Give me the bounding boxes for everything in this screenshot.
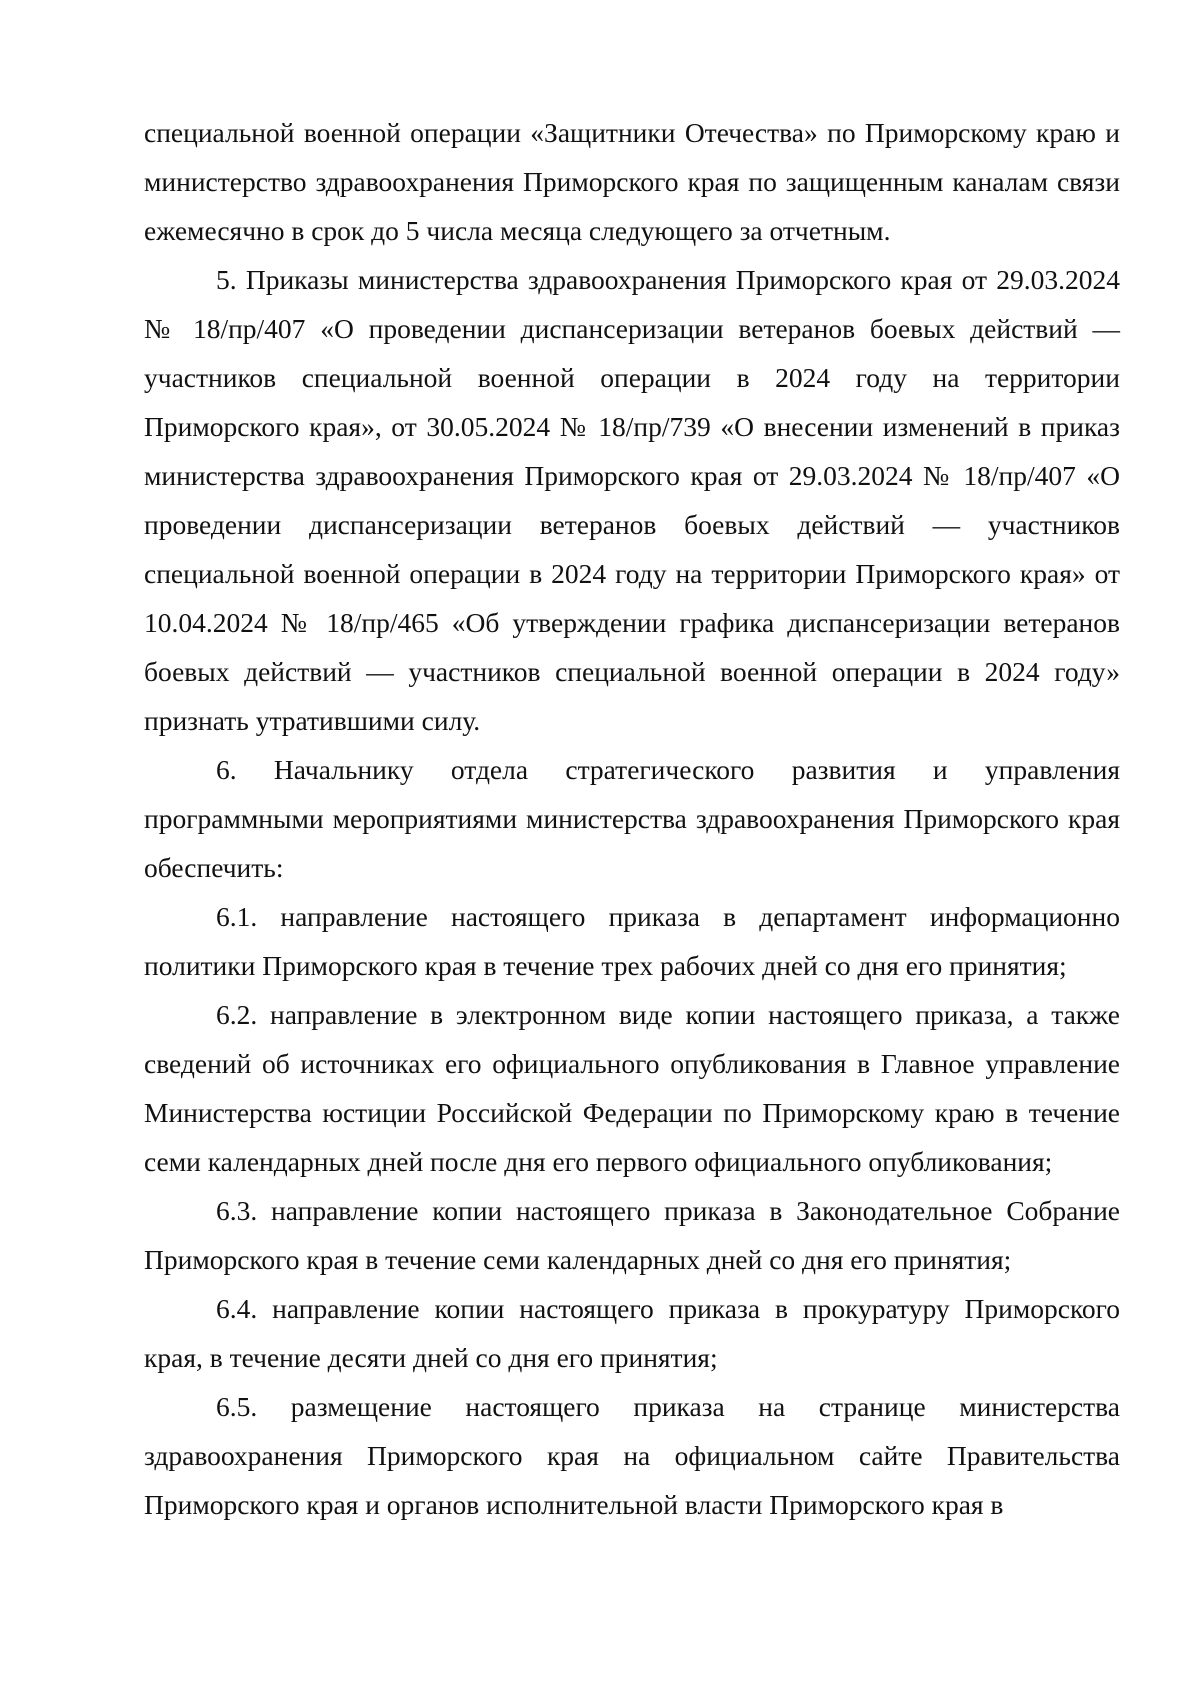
- paragraph-continuation: специальной военной операции «Защитники Отечества» по Приморскому краю и министерство здравоохранения Приморского края по защищенным каналам связи ежемесячно в срок до 5 числа месяца следующего за отчетным.: [144, 117, 1120, 246]
- paragraph-6: 6. Начальнику отдела стратегического развития и управления программными мероприятиями министерства здравоохранения Приморского края обеспечить:: [144, 754, 1120, 883]
- paragraph-5: 5. Приказы министерства здравоохранения Приморского края от 29.03.2024 № 18/пр/407 «О проведении диспансеризации ветеранов боевых действий — участников специальной военной операции в 2024 году на территории Приморского края», от 30.05.2024 № 18/пр/739 «О внесении изменений в приказ министерства здравоохранения Приморского края от 29.03.2024 № 18/пр/407 «О проведении диспансеризации ветеранов боевых действий — участников специальной военной операции в 2024 году на территории Приморского края» от 10.04.2024 № 18/пр/465 «Об утверждении графика диспансеризации ветеранов боевых действий — участников специальной военной операции в 2024 году» признать утратившими силу.: [144, 264, 1120, 736]
- paragraph-6-2: 6.2. направление в электронном виде копии настоящего приказа, а также сведений об источниках его официального опубликования в Главное управление Министерства юстиции Российской Федерации по Приморскому краю в течение семи календарных дней после дня его первого официального опубликования;: [144, 999, 1120, 1177]
- document-body: [144, 108, 1120, 1529]
- paragraph-6-5: 6.5. размещение настоящего приказа на странице министерства здравоохранения Приморского края на официальном сайте Правительства Приморского края и органов исполнительной власти Приморского края в: [144, 1391, 1120, 1520]
- paragraph-6-4: 6.4. направление копии настоящего приказа в прокуратуру Приморского края, в течение десяти дней со дня его принятия;: [144, 1293, 1120, 1373]
- paragraph-6-1: 6.1. направление настоящего приказа в департамент информационно политики Приморского края в течение трех рабочих дней со дня его принятия;: [144, 901, 1120, 981]
- paragraph-6-3: 6.3. направление копии настоящего приказа в Законодательное Собрание Приморского края в течение семи календарных дней со дня его принятия;: [144, 1195, 1120, 1275]
